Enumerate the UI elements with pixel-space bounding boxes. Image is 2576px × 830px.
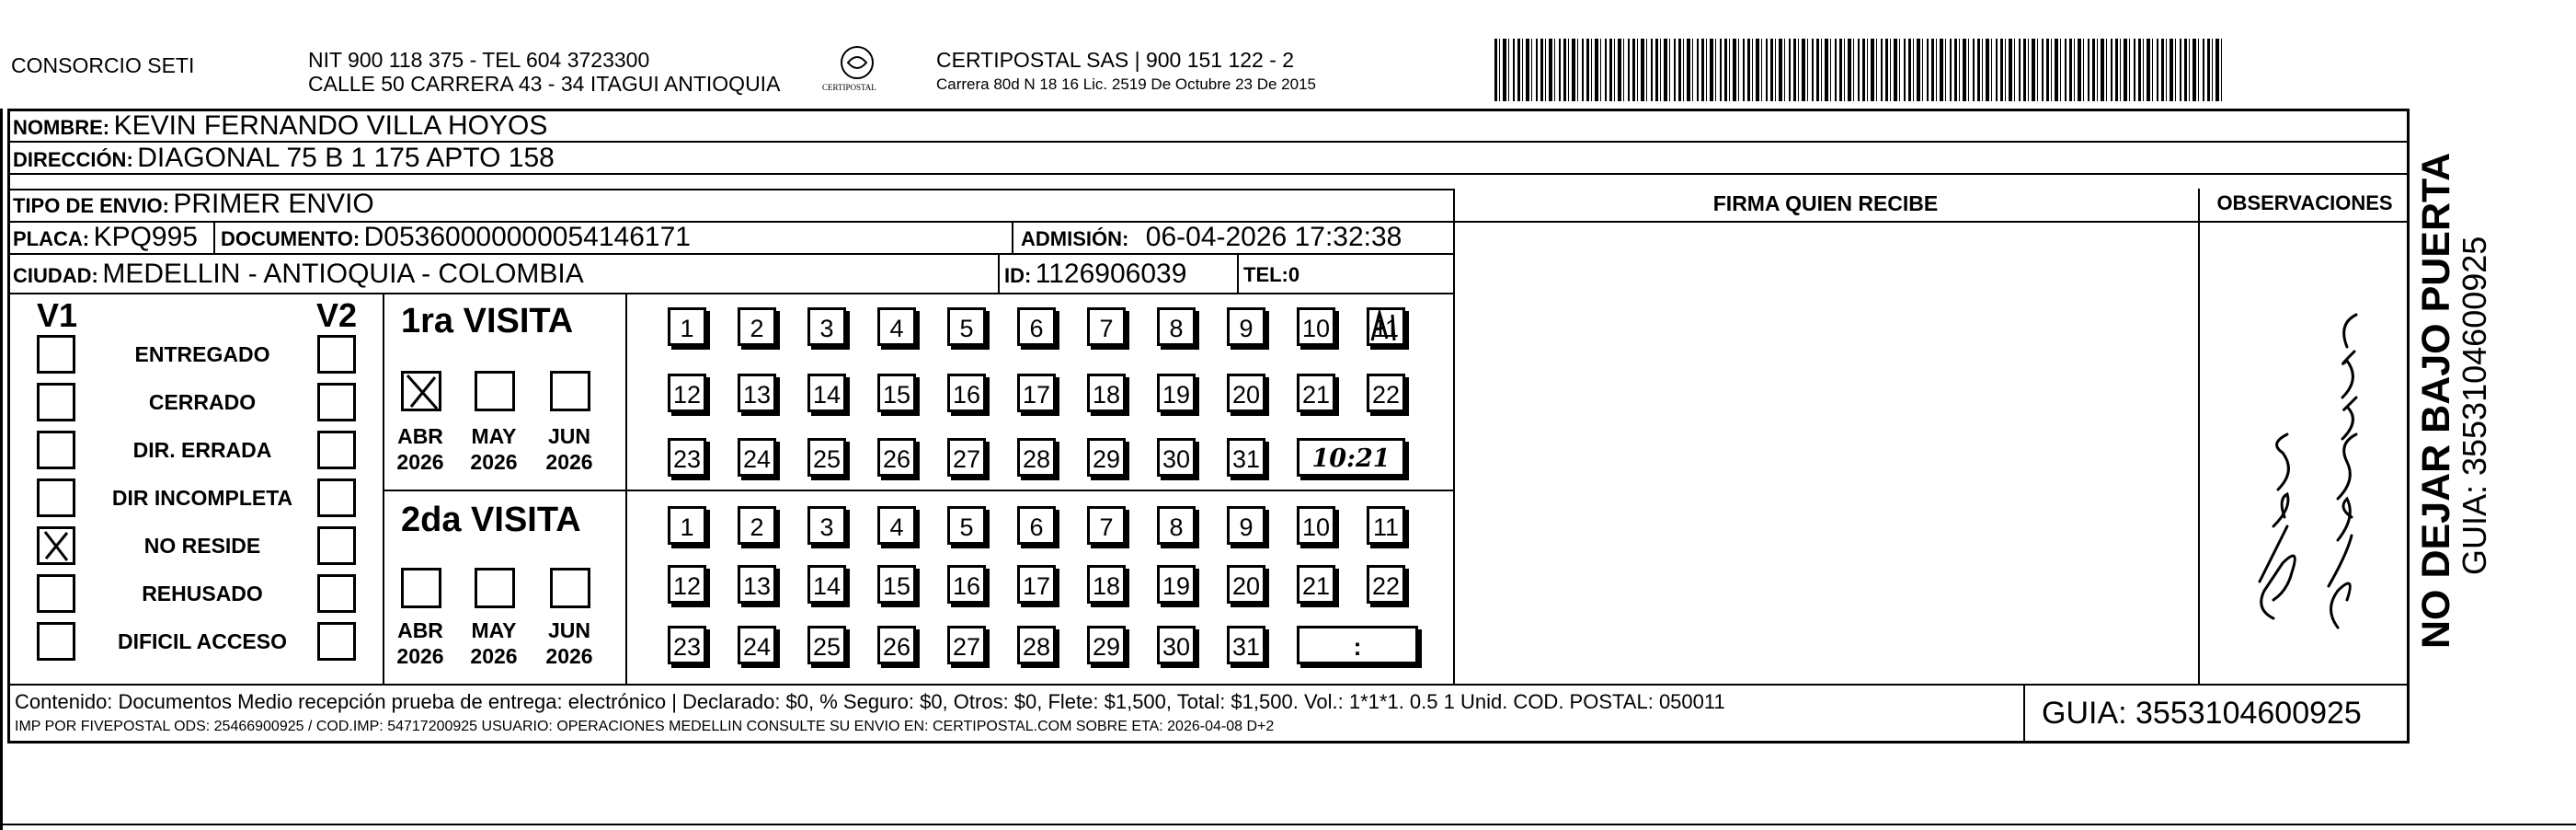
v2-label: V2	[316, 296, 358, 334]
id-value: 1126906039	[1035, 259, 1187, 289]
placa-value: KPQ995	[93, 222, 198, 252]
visit2-day[interactable]: 31	[1227, 626, 1265, 664]
visit2-day[interactable]: 8	[1157, 506, 1196, 545]
visit2-day[interactable]: 7	[1087, 506, 1126, 545]
visit1-day[interactable]: 19	[1157, 374, 1196, 412]
visit1-day-marked[interactable]: 11	[1367, 307, 1405, 346]
visit1-day[interactable]: 7	[1087, 307, 1126, 346]
certipostal-logo	[820, 44, 894, 99]
visit2-day[interactable]: 6	[1017, 506, 1056, 545]
tel-label: TEL:	[1243, 263, 1288, 286]
handwritten-x-mark	[404, 374, 441, 410]
visit1-day[interactable]: 10	[1297, 307, 1335, 346]
visit1-month-abr: ABR 2026	[396, 424, 444, 474]
tel-value: 0	[1288, 263, 1300, 286]
visit2-day[interactable]: 22	[1367, 565, 1405, 604]
ciudad-label: CIUDAD:	[13, 264, 98, 287]
visit1-day[interactable]: 27	[947, 438, 986, 477]
visit2-month-may: MAY 2026	[470, 618, 518, 668]
visit2-day[interactable]: 17	[1017, 565, 1056, 604]
direccion-label: DIRECCIÓN:	[13, 148, 133, 171]
visit1-day[interactable]: 4	[877, 307, 916, 346]
observaciones-area[interactable]	[2200, 223, 2410, 683]
visit1-day[interactable]: 13	[738, 374, 776, 412]
imp-line: IMP POR FIVEPOSTAL ODS: 25466900925 / COD.IMP: 54717200925 USUARIO: OPERACIONES MEDELLIN CONSULTE SU ENVIO EN: CERTIPOSTAL.COM SOBRE ETA: 2026-04-08 D+2	[15, 719, 1275, 734]
visit1-day[interactable]: 21	[1297, 374, 1335, 412]
documento-value: D05360000000054146171	[363, 222, 691, 252]
visit1-day[interactable]: 31	[1227, 438, 1265, 477]
visit1-day[interactable]: 23	[668, 438, 706, 477]
visit2-day[interactable]: 2	[738, 506, 776, 545]
visit1-day[interactable]: 16	[947, 374, 986, 412]
barcode	[1494, 39, 2225, 101]
visit1-day[interactable]: 24	[738, 438, 776, 477]
handwritten-day-mark	[1367, 307, 1405, 346]
no-dejar-warning: NO DEJAR BAJO PUERTA	[2414, 152, 2458, 649]
v2-checkbox-dir-errada[interactable]	[317, 431, 356, 469]
visit1-month-may: MAY 2026	[470, 424, 518, 474]
visit2-day[interactable]: 30	[1157, 626, 1196, 664]
visit1-day[interactable]: 17	[1017, 374, 1056, 412]
address-line: CALLE 50 CARRERA 43 - 34 ITAGUI ANTIOQUIA	[308, 72, 781, 96]
visit2-time-box[interactable]: :	[1297, 626, 1418, 664]
visit1-day[interactable]: 5	[947, 307, 986, 346]
status-label-dir-incompleta: DIR INCOMPLETA	[111, 486, 293, 510]
firma-header: FIRMA QUIEN RECIBE	[1712, 191, 1939, 215]
visit2-day[interactable]: 23	[668, 626, 706, 664]
visit2-day[interactable]: 1	[668, 506, 706, 545]
admision-value: 06-04-2026 17:32:38	[1145, 222, 1402, 252]
v2-checkbox-rehusado[interactable]	[317, 574, 356, 613]
visit2-day[interactable]: 21	[1297, 565, 1335, 604]
visit2-day[interactable]: 28	[1017, 626, 1056, 664]
visit2-day[interactable]: 25	[807, 626, 846, 664]
visit1-day[interactable]: 30	[1157, 438, 1196, 477]
status-label-rehusado: REHUSADO	[142, 582, 263, 605]
observaciones-header: OBSERVACIONES	[2216, 191, 2393, 214]
nombre-value: KEVIN FERNANDO VILLA HOYOS	[113, 110, 548, 141]
footer-guia: GUIA: 3553104600925	[2042, 696, 2362, 731]
visit2-day[interactable]: 24	[738, 626, 776, 664]
certipostal-line: CERTIPOSTAL SAS | 900 151 122 - 2	[936, 48, 1295, 72]
visit2-day[interactable]: 20	[1227, 565, 1265, 604]
v1-label: V1	[37, 296, 78, 334]
contenido-line: Contenido: Documentos Medio recepción prueba de entrega: electrónico | Declarado: $0, % Seguro: $0, Otros: $0, Flete: $1,500, Total: $1,500. Vol.: 1*1*1. 0.5 1 Unid. COD. POSTAL: 050011	[15, 690, 1725, 713]
visit2-day[interactable]: 10	[1297, 506, 1335, 545]
visit1-time-box[interactable]: 10:21	[1297, 438, 1405, 477]
status-label-no-reside: NO RESIDE	[143, 534, 261, 558]
visit1-day[interactable]: 3	[807, 307, 846, 346]
visit2-title: 2da VISITA	[401, 501, 581, 539]
visit1-month-abr-checkbox[interactable]	[401, 371, 441, 411]
visit2-day[interactable]: 4	[877, 506, 916, 545]
visit1-month-may-checkbox[interactable]	[475, 371, 515, 411]
status-label-cerrado: CERRADO	[148, 390, 257, 414]
visit2-month-may-checkbox[interactable]	[475, 568, 515, 608]
id-label: ID:	[1004, 264, 1032, 287]
direccion-value: DIAGONAL 75 B 1 175 APTO 158	[137, 143, 555, 173]
status-label-entregado: ENTREGADO	[134, 342, 270, 366]
visit1-day[interactable]: 12	[668, 374, 706, 412]
v2-checkbox-dificil-acceso[interactable]	[317, 622, 356, 661]
documento-label: DOCUMENTO:	[221, 227, 361, 250]
visit1-day[interactable]: 8	[1157, 307, 1196, 346]
placa-label: PLACA:	[13, 227, 90, 250]
nombre-label: NOMBRE:	[13, 116, 110, 139]
status-label-dificil-acceso: DIFICIL ACCESO	[117, 629, 287, 653]
visit2-day[interactable]: 12	[668, 565, 706, 604]
visit2-month-abr: ABR 2026	[396, 618, 444, 668]
visit1-day[interactable]: 26	[877, 438, 916, 477]
firma-area[interactable]	[1455, 223, 2198, 683]
admision-label: ADMISIÓN:	[1021, 227, 1129, 250]
visit2-day[interactable]: 19	[1157, 565, 1196, 604]
v2-checkbox-no-reside[interactable]	[317, 526, 356, 565]
visit1-day[interactable]: 14	[807, 374, 846, 412]
company-name: CONSORCIO SETI	[11, 53, 195, 77]
nit-line: NIT 900 118 375 - TEL 604 3723300	[308, 48, 650, 72]
v2-checkbox-cerrado[interactable]	[317, 383, 356, 421]
visit2-day[interactable]: 29	[1087, 626, 1126, 664]
visit2-month-jun-checkbox[interactable]	[550, 568, 590, 608]
license-line: Carrera 80d N 18 16 Lic. 2519 De Octubre 23 De 2015	[936, 75, 1316, 93]
tipo-envio-value: PRIMER ENVIO	[173, 189, 374, 219]
visit1-day[interactable]: 2	[738, 307, 776, 346]
visit1-day[interactable]: 6	[1017, 307, 1056, 346]
visit1-day[interactable]: 1	[668, 307, 706, 346]
v2-checkbox-entregado[interactable]	[317, 335, 356, 374]
visit1-day[interactable]: 15	[877, 374, 916, 412]
visit2-day[interactable]: 15	[877, 565, 916, 604]
visit2-day[interactable]: 27	[947, 626, 986, 664]
v2-checkbox-dir-incompleta[interactable]	[317, 478, 356, 517]
side-guia: GUIA: 3553104600925	[2456, 236, 2493, 575]
visit1-title: 1ra VISITA	[401, 302, 574, 340]
visit1-day[interactable]: 22	[1367, 374, 1405, 412]
visit2-day[interactable]: 26	[877, 626, 916, 664]
visit2-day[interactable]: 9	[1227, 506, 1265, 545]
visit1-day[interactable]: 28	[1017, 438, 1056, 477]
visit2-day[interactable]: 11	[1367, 506, 1405, 545]
tipo-envio-label: TIPO DE ENVIO:	[13, 194, 169, 217]
visit1-day[interactable]: 29	[1087, 438, 1126, 477]
visit1-day[interactable]: 18	[1087, 374, 1126, 412]
visit1-day[interactable]: 9	[1227, 307, 1265, 346]
logo-text: CERTIPOSTAL	[822, 83, 876, 92]
visit1-month-jun: JUN 2026	[545, 424, 593, 474]
handwritten-signature	[2200, 223, 2410, 683]
visit2-day[interactable]: 13	[738, 565, 776, 604]
visit1-day[interactable]: 20	[1227, 374, 1265, 412]
visit2-day[interactable]: 16	[947, 565, 986, 604]
visit1-month-jun-checkbox[interactable]	[550, 371, 590, 411]
ciudad-value: MEDELLIN - ANTIOQUIA - COLOMBIA	[102, 259, 584, 289]
visit2-day[interactable]: 5	[947, 506, 986, 545]
visit2-month-abr-checkbox[interactable]	[401, 568, 441, 608]
visit2-month-jun: JUN 2026	[545, 618, 593, 668]
status-label-dir-errada: DIR. ERRADA	[132, 438, 272, 462]
visit1-day[interactable]: 25	[807, 438, 846, 477]
visit2-day[interactable]: 3	[807, 506, 846, 545]
visit2-day[interactable]: 18	[1087, 565, 1126, 604]
visit2-day[interactable]: 14	[807, 565, 846, 604]
